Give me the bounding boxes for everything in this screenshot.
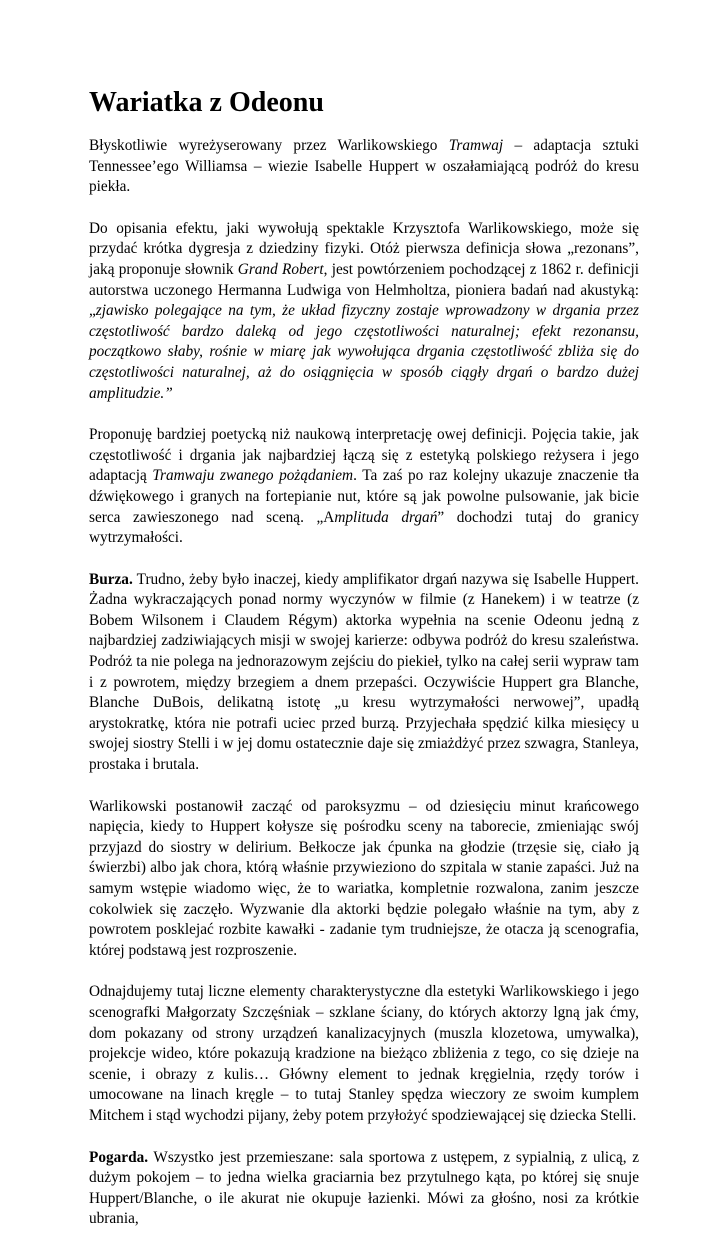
- p3-italic-title: Tramwaju zwanego pożądaniem: [152, 467, 354, 485]
- p2-text-a: Do opisania efektu, jaki wywołują spektakle Krzysztofa Warlikowskiego, może się przydać krótka dygresja z dziedziny fizyki. Otóż pierwsza definicja słowa „rezonans”, jaką proponuje słownik: [89, 219, 639, 278]
- lead-paragraph: [89, 136, 639, 198]
- article-title: Wariatka z Odeonu: [89, 87, 324, 118]
- paragraph-burza: [89, 570, 639, 776]
- section-heading-pogarda: Pogarda.: [89, 1148, 149, 1166]
- paragraph-paroxysm: [89, 797, 639, 962]
- p2-text-c: , jest powtórzeniem pochodzącej z 1862 r. definicji autorstwa uczonego Hermanna Ludwiga von Helmholtza, pioniera badań nad akustyką: „: [89, 260, 639, 320]
- p3-text-a: Proponuję bardziej poetycką niż naukową interpretację owej definicji. Pojęcia takie, jak częstotliwość i drgania jak najbardziej łączą się z estetyką polskiego reżysera i jego adaptacją: [89, 426, 639, 485]
- paragraph-scenography: [89, 982, 639, 1126]
- p3-italic-amplitude: mplituda drgań: [334, 508, 438, 526]
- document-page: [89, 86, 639, 1251]
- paragraph-pogarda: [89, 1148, 639, 1230]
- p6-text: Odnajdujemy tutaj liczne elementy charakterystyczne dla estetyki Warlikowskiego i jego scenografki Małgorzaty Szczęśniak – szklane ściany, do których aktorzy lgną jak ćmy, dom pokazany od strony urządzeń kanalizacyjnych (muszla klozetowa, umywalka), projekcje wideo, które pokazują kradzione na bieżąco zbliżenia z tego, co się dzieje na scenie, i obrazy z kulis… Główny element to jednak kręgielnia, rzędy torów i umocowane na linach kręgle – to tutaj Stanley spędza wieczory ze swoim kumplem Mitchem i stąd wychodzi pijany, żeby potem przyłożyć spodziewającej się dziecka Stelli.: [89, 983, 639, 1124]
- lead-text-a: Błyskotliwie wyreżyserowany przez Warlikowskiego: [89, 137, 449, 154]
- p7-text: Wszystko jest przemieszane: sala sportowa z ustępem, z sypialnią, z ulicą, z dużym pokojem – to jedna wielka graciarnia bez przytulnego kąta, po której się snuje Huppert/Blanche, o ile akurat nie okupuje łazienki. Mówi za głośno, nosi za krótkie ubrania,: [89, 1148, 639, 1228]
- section-heading-burza: Burza.: [89, 570, 133, 588]
- p3-text-e: ” dochodzi tutaj do granicy wytrzymałości.: [89, 508, 639, 547]
- p3-text-c: . Ta zaś po raz kolejny ukazuje znaczenie tła dźwiękowego i granych na fortepianie nut, które są jak powolne pulsowanie, jak bicie serca zawieszonego nad sceną. „A: [89, 467, 639, 526]
- lead-text-c: – adaptacja sztuki Tennessee’ego Williamsa – wiezie Isabelle Huppert w oszałamiającą podróż do kresu piekła.: [89, 137, 639, 196]
- paragraph-resonance: [89, 219, 639, 404]
- p2-italic-quote: zjawisko polegające na tym, że układ fizyczny zostaje wprowadzony w drgania przez częstotliwość bardzo daleką od jego częstotliwości naturalnej; efekt rezonansu, początkowo słaby, rośnie w miarę jak wywołująca drgania częstotliwość zbliża się do częstotliwości naturalnej, aż do osiągnięcia w sposób ciągły drgań o bardzo dużej amplitudzie.”: [89, 302, 639, 402]
- paragraph-interpretation: [89, 425, 639, 549]
- lead-italic-title: Tramwaj: [448, 137, 504, 154]
- p4-text: Trudno, żeby było inaczej, kiedy amplifikator drgań nazywa się Isabelle Huppert. Żadna wykraczających ponad normy wyczynów w filmie (z Hanekem) i w teatrze (z Bobem Wilsonem i Claudem Régym) aktorka wypełnia na scenie Odeonu jedną z najbardziej zadziwiających misji w swojej karierze: odbywa podróż do kresu szaleństwa. Podróż ta nie polega na jednorazowym zejściu do piekieł, tylko na całej serii wypraw tam i z powrotem, między brzegiem a dnem przepaści. Oczywiście Huppert gra Blanche, Blanche DuBois, delikatną istotę „u kresu wytrzymałości nerwowej”, upadłą arystokratkę, która nie potrafi uciec przed burzą. Przyjechała spędzić kilka miesięcy u swojej siostry Stelli i w jej domu ostatecznie daje się zmiażdżyć przez szwagra, Stanleya, prostaka i brutala.: [89, 570, 639, 774]
- p5-text: Warlikowski postanowił zacząć od paroksyzmu – od dziesięciu minut krańcowego napięcia, kiedy to Huppert kołysze się pośrodku sceny na taborecie, zmieniając swój przyjazd do siostry w delirium. Bełkocze jak ćpunka na głodzie (trzęsie się, ciało ją świerzbi) albo jak chora, którą właśnie przywieziono do szpitala w stanie zapaści. Już na samym wstępie wiadomo więc, że to wariatka, kompletnie rozwalona, zanim jeszcze cokolwiek się zaczęło. Wyzwanie dla aktorki będzie polegało właśnie na tym, aby z powrotem posklejać rozbite kawałki - zadanie tym trudniejsze, że otacza ją scenografia, której podstawą jest rozproszenie.: [89, 797, 639, 959]
- p2-italic-dictionary: Grand Robert: [237, 260, 324, 278]
